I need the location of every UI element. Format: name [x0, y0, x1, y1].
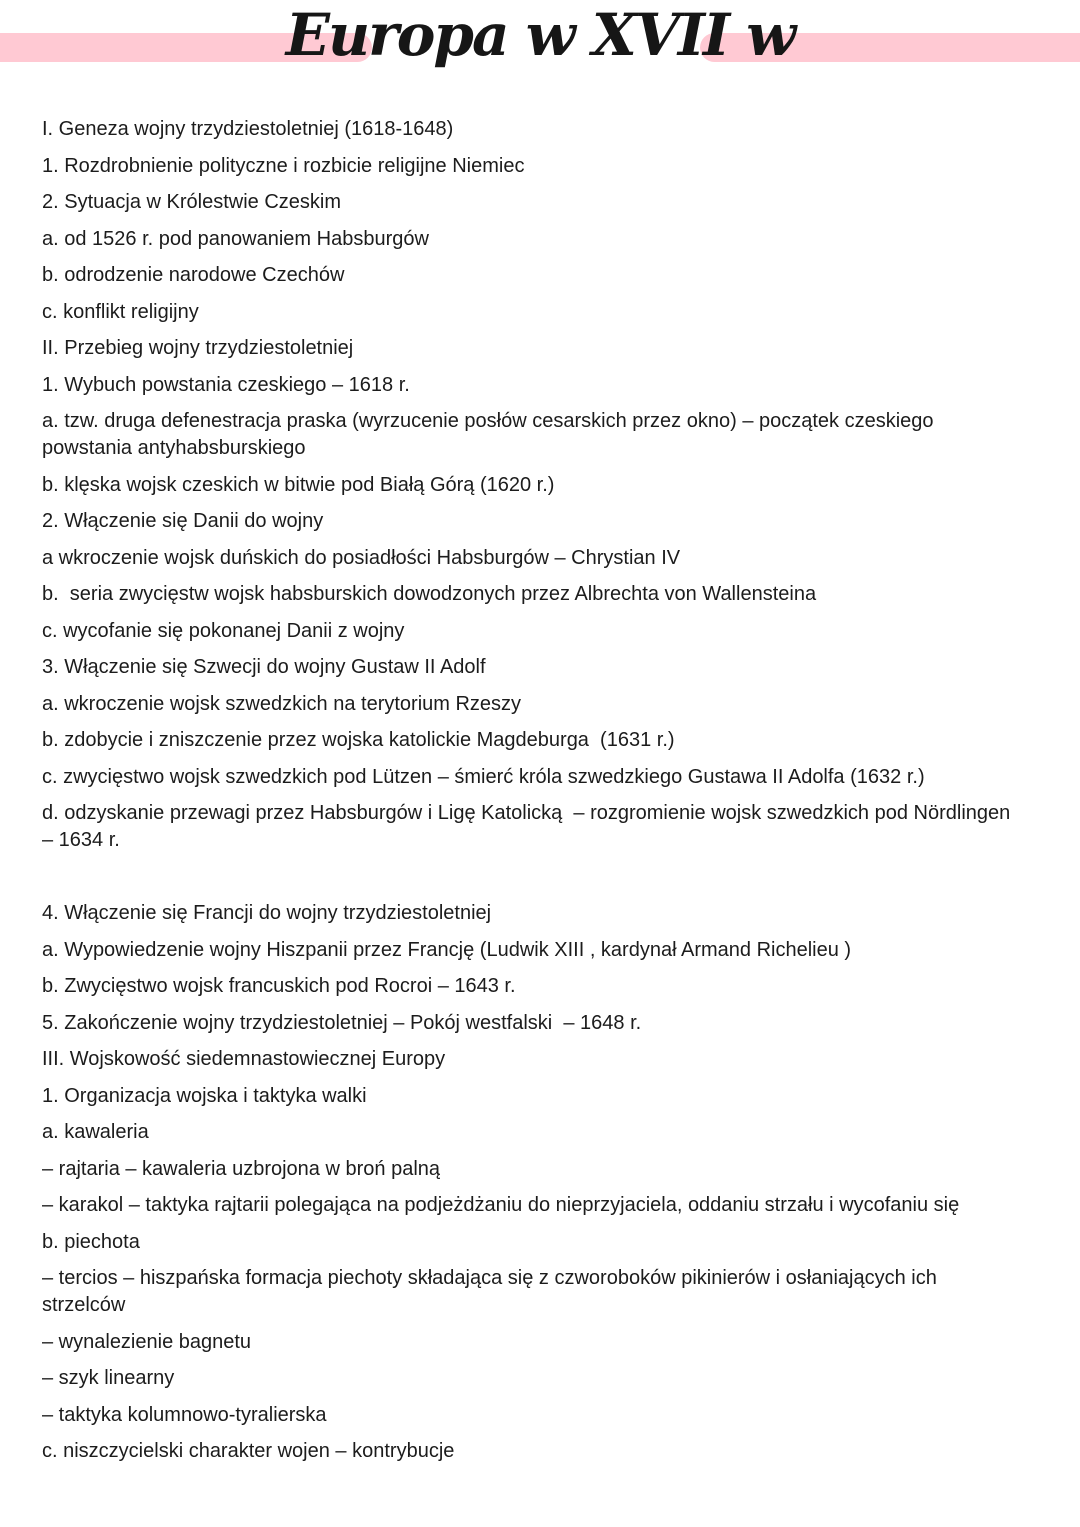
outline-line: I. Geneza wojny trzydziestoletniej (1618-1648)	[42, 118, 454, 140]
outline-line: 1. Rozdrobnienie polityczne i rozbicie religijne Niemiec	[42, 154, 525, 177]
outline-line: – karakol – taktyka rajtarii polegająca na podjeżdżaniu do nieprzyjaciela, oddaniu strzału i wycofaniu się	[42, 1194, 960, 1216]
outline-line: c. wycofanie się pokonanej Danii z wojny	[42, 619, 405, 642]
outline-line: II. Przebieg wojny trzydziestoletniej	[42, 337, 354, 359]
outline-line: a. od 1526 r. pod panowaniem Habsburgów	[42, 227, 429, 250]
outline-line: b. klęska wojsk czeskich w bitwie pod Białą Górą (1620 r.)	[42, 473, 555, 496]
outline-line: 5. Zakończenie wojny trzydziestoletniej – Pokój westfalski – 1648 r.	[42, 1011, 642, 1034]
outline-line: 3. Włączenie się Szwecji do wojny Gustaw II Adolf	[42, 656, 486, 678]
outline-line: c. niszczycielski charakter wojen – kontrybucje	[42, 1440, 455, 1462]
outline-line: 4. Włączenie się Francji do wojny trzydziestoletniej	[42, 902, 492, 924]
blank-line	[42, 864, 1020, 891]
outline-line: – tercios – hiszpańska formacja piechoty składająca się z czworoboków pikinierów i osłaniających ich strzelców	[42, 1267, 943, 1316]
outline-line: – wynalezienie bagnetu	[42, 1330, 252, 1353]
outline-line: b. seria zwycięstw wojsk habsburskich dowodzonych przez Albrechta von Wallensteina	[42, 583, 817, 605]
outline-line: a. Wypowiedzenie wojny Hiszpanii przez Francję (Ludwik XIII , kardynał Armand Richelieu )	[42, 938, 852, 961]
outline-line: b. odrodzenie narodowe Czechów	[42, 264, 345, 286]
page-title: Europa w XVII w	[285, 1, 795, 69]
outline-line: a. wkroczenie wojsk szwedzkich na terytorium Rzeszy	[42, 692, 522, 715]
outline-line: b. piechota	[42, 1230, 140, 1253]
outline-line: – szyk linearny	[42, 1367, 175, 1389]
outline-line: – rajtaria – kawaleria uzbrojona w broń palną	[42, 1157, 441, 1180]
outline-line: b. Zwycięstwo wojsk francuskich pod Rocroi – 1643 r.	[42, 975, 516, 997]
outline-line: III. Wojskowość siedemnastowiecznej Europy	[42, 1048, 446, 1070]
document-body	[42, 116, 1020, 1475]
outline-line: d. odzyskanie przewagi przez Habsburgów i Ligę Katolicką – rozgromienie wojsk szwedzkich pod Nördlingen – 1634 r.	[42, 802, 1016, 851]
outline-line: 1. Wybuch powstania czeskiego – 1618 r.	[42, 373, 410, 396]
outline-line: c. konflikt religijny	[42, 300, 199, 323]
outline-line: 2. Włączenie się Danii do wojny	[42, 510, 324, 532]
outline-line: – taktyka kolumnowo-tyralierska	[42, 1403, 327, 1426]
outline-line: a. kawaleria	[42, 1121, 149, 1143]
outline-line: b. zdobycie i zniszczenie przez wojska katolickie Magdeburga (1631 r.)	[42, 729, 675, 751]
outline-line: 1. Organizacja wojska i taktyka walki	[42, 1084, 367, 1107]
outline-line: c. zwycięstwo wojsk szwedzkich pod Lützen – śmierć króla szwedzkiego Gustawa II Adolfa (1632 r.)	[42, 765, 925, 788]
page-header	[0, 0, 1080, 118]
outline-line: 2. Sytuacja w Królestwie Czeskim	[42, 191, 341, 213]
outline-line: a wkroczenie wojsk duńskich do posiadłości Habsburgów – Chrystian IV	[42, 546, 681, 569]
outline-line: a. tzw. druga defenestracja praska (wyrzucenie posłów cesarskich przez okno) – początek czeskiego powstania antyhabsburskiego	[42, 410, 940, 459]
